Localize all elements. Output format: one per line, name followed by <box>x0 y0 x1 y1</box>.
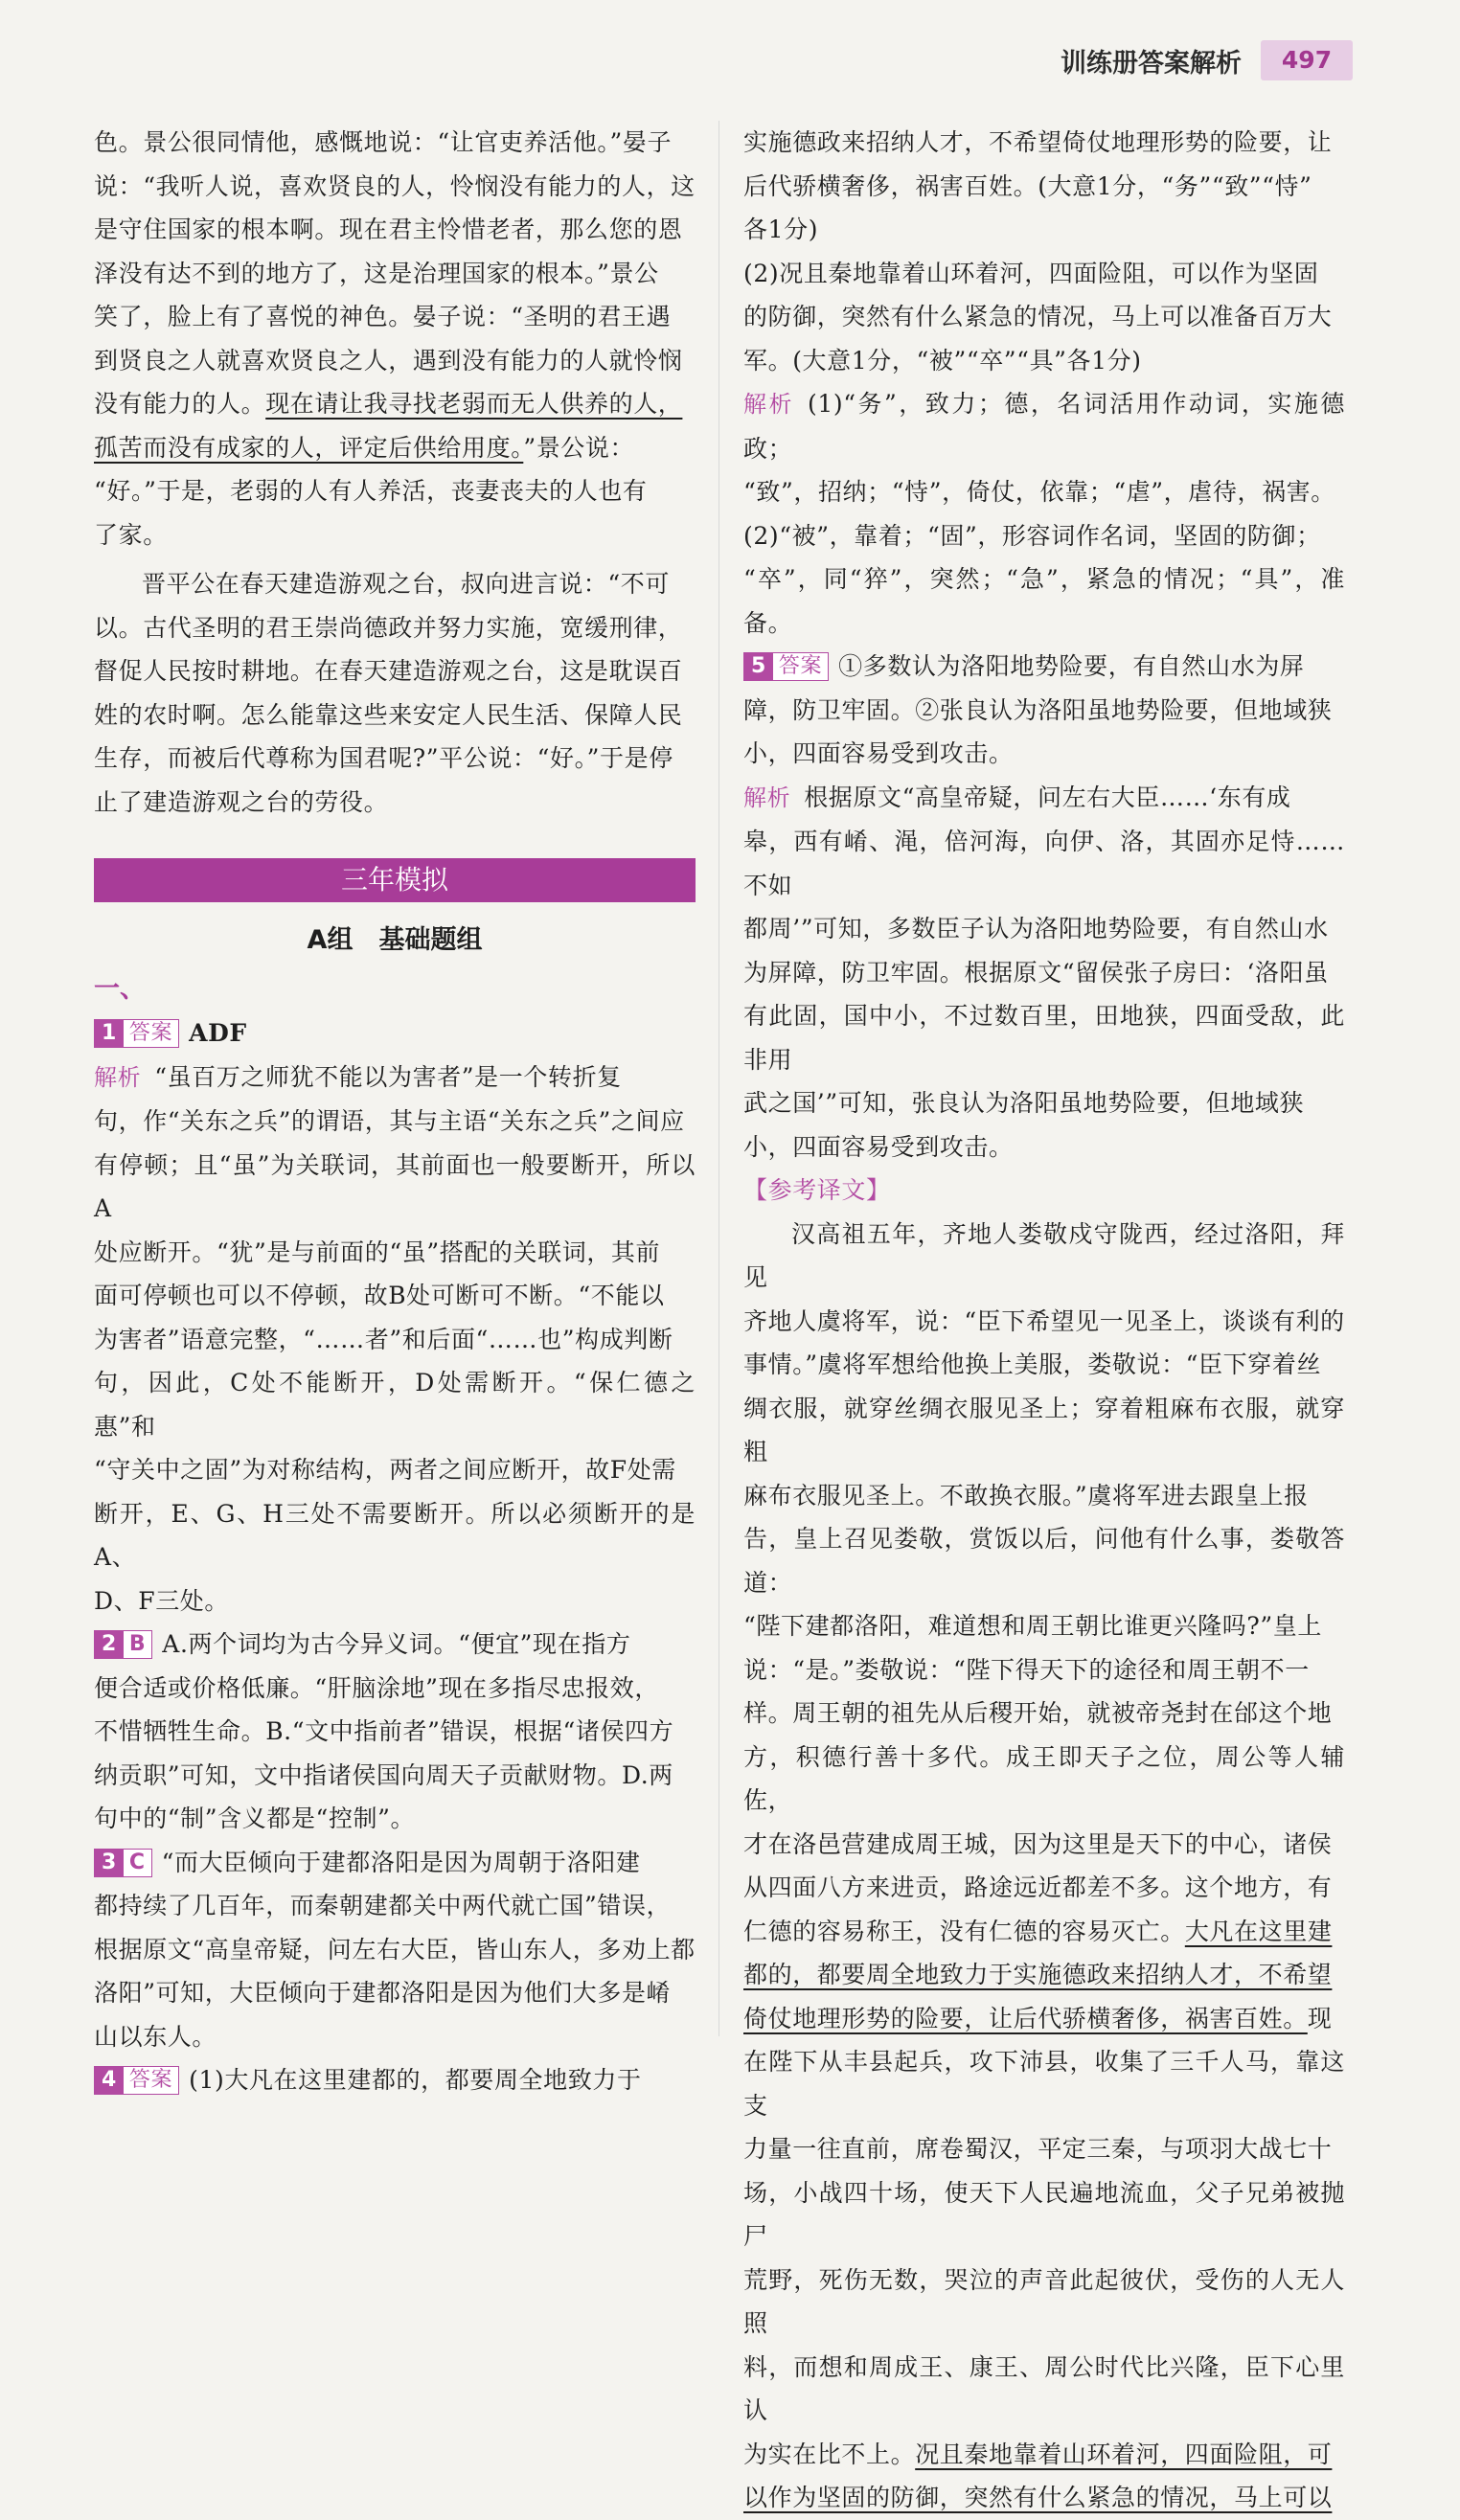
question-4 <box>94 2058 696 2102</box>
text-line: 武之国’”可知，张良认为洛阳虽地势险要，但地域狭 <box>743 1089 1305 1117</box>
text-span: ①多数认为洛阳地势险要，有自然山水为屏 <box>838 652 1305 680</box>
text-span: ”景公说： <box>523 433 635 462</box>
text-line: 料，而想和周成王、康王、周公时代比兴隆，臣下心里认 <box>743 2352 1345 2424</box>
text-line: 到贤良之人就喜欢贤良之人，遇到没有能力的人就怜悯 <box>94 346 683 375</box>
text-span: “虽百万之师犹不能以为害者”是一个转折复 <box>154 1062 622 1091</box>
question-5 <box>743 645 1345 1169</box>
text-line <box>743 776 1345 821</box>
text-line: 说：“我听人说，喜欢贤良的人，怜悯没有能力的人，这 <box>94 171 696 200</box>
answer-label: 答案 <box>124 2067 178 2094</box>
underlined-sentence: 现在请让我寻找老弱而无人供养的人， <box>265 390 683 418</box>
answer-label: 答案 <box>773 653 828 680</box>
text-line <box>94 1841 696 1885</box>
text-line: 姓的农时啊。怎么能靠这些来安定人民生活、保障人民 <box>94 700 683 729</box>
text-line: 齐地人虞将军，说：“臣下希望见一见圣上，谈谈有利的 <box>743 1306 1345 1335</box>
header-title: 训练册答案解析 <box>1061 48 1242 79</box>
question-number: 1 <box>95 1020 124 1047</box>
text-line <box>94 1056 696 1101</box>
reference-title: 【参考译文】 <box>743 1176 891 1204</box>
underlined-sentence: 大凡在这里建 <box>1184 1917 1333 1945</box>
text-line: 止了建造游观之台的劳役。 <box>94 787 389 816</box>
underlined-sentence: 以作为坚固的防御，突然有什么紧急的情况，马上可以 <box>743 2484 1333 2511</box>
text-line: 有停顿；且“虽”为关联词，其前面也一般要断开，所以A <box>94 1150 696 1222</box>
text-span: 为实在比不上。 <box>743 2440 916 2468</box>
text-line: 麻布衣服见圣上。不敢换衣服。”虞将军进去跟皇上报 <box>743 1481 1309 1510</box>
text-span: A.两个词均为古今异义词。“便宜”现在指方 <box>162 1630 631 1658</box>
text-line: 有此固，国中小，不过数百里，田地狭，四面受敌，此非用 <box>743 1002 1345 1074</box>
text-span: (1)“务”，致力；德，名词活用作动词，实施德政； <box>743 390 1345 463</box>
text-line: 都周’”可知，多数臣子认为洛阳地势险要，有自然山水 <box>743 915 1329 942</box>
text-line: 告，皇上召见娄敬，赏饭以后，问他有什么事，娄敬答道： <box>743 1525 1345 1597</box>
answer-badge <box>743 652 829 681</box>
text-line: 处应断开。“犹”是与前面的“虽”搭配的关联词，其前 <box>94 1237 661 1266</box>
text-line: 晋平公在春天建造游观之台，叔向进言说：“不可 <box>142 570 670 598</box>
section-banner: 三年模拟 <box>94 858 696 902</box>
reference-translation <box>743 1169 1345 2520</box>
text-line: 面可停顿也可以不停顿，故B处可断可不断。“不能以 <box>94 1282 665 1309</box>
question-1 <box>94 1011 696 1623</box>
text-line: 皋，西有崤、渑，倍河海，向伊、洛，其固亦足恃……不如 <box>743 828 1345 899</box>
text-line <box>743 645 1345 689</box>
text-line: “卒”，同“猝”，突然；“急”，紧急的情况；“具”，准备。 <box>743 565 1345 637</box>
text-line: (2)“被”，靠着；“固”，形容词作名词，坚固的防御； <box>743 521 1321 550</box>
answer-badge <box>94 1019 179 1048</box>
question-3 <box>94 1841 696 2059</box>
answer-value: ADF <box>189 1019 247 1047</box>
answer-letter: B <box>124 1631 151 1658</box>
text-line: 后代骄横奢侈，祸害百姓。(大意1分，“务”“致”“恃” <box>743 171 1312 200</box>
text-line: 以。古代圣明的君王崇尚德政并努力实施，宽缓刑律， <box>94 613 683 642</box>
answer-letter: C <box>124 1850 151 1876</box>
text-span: (1)大凡在这里建都的，都要周全地致力于 <box>189 2066 642 2094</box>
question-2 <box>94 1623 696 1841</box>
answer-badge <box>94 1630 152 1659</box>
text-line: 军。(大意1分，“被”“卒”“具”各1分) <box>743 346 1142 375</box>
text-line <box>743 1997 1345 2041</box>
text-line: 力量一往直前，席卷蜀汉，平定三秦，与项羽大战七十 <box>743 2135 1333 2163</box>
text-line: 汉高祖五年，齐地人娄敬戍守陇西，经过洛阳，拜见 <box>743 1219 1345 1291</box>
analysis-label: 解析 <box>743 391 795 418</box>
text-line: 句中的“制”含义都是“控制”。 <box>94 1805 416 1832</box>
question-number: 3 <box>95 1850 124 1876</box>
underlined-sentence: 孤苦而没有成家的人，评定后供给用度。 <box>94 433 524 462</box>
text-line: 为害者”语意完整，“……者”和后面“……也”构成判断 <box>94 1325 673 1353</box>
left-column <box>94 121 696 2102</box>
text-span: 没有能力的人。 <box>94 390 266 418</box>
text-line: 绸衣服，就穿丝绸衣服见圣上；穿着粗麻布衣服，就穿粗 <box>743 1394 1345 1465</box>
text-line <box>743 1910 1345 1954</box>
text-line: 小，四面容易受到攻击。 <box>743 1132 1014 1161</box>
text-line: “好。”于是，老弱的人有人养活，丧妻丧夫的人也有 <box>94 477 648 505</box>
text-span: 现 <box>1307 2004 1333 2032</box>
text-line: 断开，E、G、H三处不需要断开。所以必须断开的是A、 <box>94 1499 696 1571</box>
text-line: 督促人民按时耕地。在春天建造游观之台，这是耽误百 <box>94 657 683 685</box>
underlined-sentence: 倚仗地理形势的险要，让后代骄横奢侈，祸害百姓。 <box>743 2004 1308 2032</box>
text-line: 各1分) <box>743 216 819 243</box>
text-line: 洛阳”可知，大臣倾向于建都洛阳是因为他们大多是崤 <box>94 1979 672 2007</box>
text-line <box>94 382 696 426</box>
analysis-label: 解析 <box>94 1063 142 1091</box>
text-line: 为屏障，防卫牢固。根据原文“留侯张子房曰：‘洛阳虽 <box>743 958 1329 987</box>
text-line: 笑了，脸上有了喜悦的神色。晏子说：“圣明的君王遇 <box>94 303 672 330</box>
part-number: 一、 <box>94 974 146 1004</box>
text-span: 根据原文“高皇帝疑，问左右大臣……‘东有成 <box>804 783 1291 811</box>
text-line: “致”，招纳；“恃”，倚仗，依靠；“虐”，虐待，祸害。 <box>743 478 1335 506</box>
answer-badge <box>94 2066 179 2095</box>
text-line: 说：“是。”娄敬说：“陛下得天下的途径和周王朝不一 <box>743 1655 1310 1684</box>
text-line: 事情。”虞将军想给他换上美服，娄敬说：“臣下穿着丝 <box>743 1351 1322 1378</box>
right-column <box>743 121 1345 2520</box>
translation-continued <box>94 121 696 824</box>
text-line: 都持续了几百年，而秦朝建都关中两代就亡国”错误， <box>94 1892 672 1919</box>
text-line: 小，四面容易受到攻击。 <box>743 739 1014 767</box>
page-header <box>1061 38 1353 82</box>
text-line: D、F三处。 <box>94 1586 229 1615</box>
text-line <box>94 426 696 470</box>
text-line: 生存，而被后代尊称为国君呢?”平公说：“好。”于是停 <box>94 744 673 772</box>
text-line: 方，积德行善十多代。成王即天子之位，周公等人辅佐， <box>743 1742 1345 1814</box>
answer-badge <box>94 1849 152 1877</box>
underlined-sentence: 都的，都要周全地致力于实施德政来招纳人才，不希望 <box>743 1961 1333 1988</box>
analysis-label: 解析 <box>743 783 791 811</box>
text-line: 山以东人。 <box>94 2022 217 2051</box>
text-line: 才在洛邑营建成周王城，因为这里是天下的中心，诸侯 <box>743 1829 1333 1858</box>
text-line: 实施德政来招纳人才，不希望倚仗地理形势的险要，让 <box>743 128 1333 156</box>
page-number: 497 <box>1261 40 1353 80</box>
text-line: “守关中之固”为对称结构，两者之间应断开，故F处需 <box>94 1456 676 1484</box>
text-line: (2)况且秦地靠着山环着河，四面险阻，可以作为坚固 <box>743 259 1319 287</box>
text-line: 纳贡职”可知，文中指诸侯国向周天子贡献财物。D.两 <box>94 1760 673 1789</box>
text-line: 是守住国家的根本啊。现在君主怜惜老者，那么您的恩 <box>94 216 683 243</box>
text-line: 句，作“关东之兵”的谓语，其与主语“关东之兵”之间应 <box>94 1107 685 1135</box>
group-title: A组 基础题组 <box>307 925 483 955</box>
text-line <box>743 382 1345 470</box>
answer-label: 答案 <box>124 1020 178 1047</box>
text-line: 从四面八方来进贡，路途远近都差不多。这个地方，有 <box>743 1873 1333 1901</box>
question-number: 2 <box>95 1631 124 1658</box>
question-number: 4 <box>95 2067 124 2094</box>
text-line <box>94 1623 696 1667</box>
question-4-continued <box>743 121 1345 645</box>
question-number: 5 <box>744 653 773 680</box>
text-line: 在陛下从丰县起兵，攻下沛县，收集了三千人马，靠这支 <box>743 2048 1345 2120</box>
text-line: 根据原文“高皇帝疑，问左右大臣，皆山东人，多劝上都 <box>94 1935 696 1964</box>
text-line <box>94 2058 696 2102</box>
text-line: 障，防卫牢固。②张良认为洛阳虽地势险要，但地域狭 <box>743 695 1333 724</box>
text-line: “陛下建都洛阳，难道想和周王朝比谁更兴隆吗?”皇上 <box>743 1612 1322 1640</box>
text-span: 仁德的容易称王，没有仁德的容易灭亡。 <box>743 1917 1185 1945</box>
text-line: 了家。 <box>94 520 168 549</box>
text-line: 样。周王朝的祖先从后稷开始，就被帝尧封在邰这个地 <box>743 1699 1333 1727</box>
text-line: 句，因此，C处不能断开，D处需断开。“保仁德之惠”和 <box>94 1369 696 1441</box>
text-line: 场，小战四十场，使天下人民遍地流血，父子兄弟被抛尸 <box>743 2178 1345 2250</box>
text-span: “而大臣倾向于建都洛阳是因为周朝于洛阳建 <box>161 1848 641 1876</box>
text-line: 便合适或价格低廉。“肝脑涂地”现在多指尽忠报效， <box>94 1673 659 1702</box>
text-line <box>743 2433 1345 2477</box>
text-line: 不惜牺牲生命。B.“文中指前者”错误，根据“诸侯四方 <box>94 1717 674 1745</box>
text-line: 荒野，死伤无数，哭泣的声音此起彼伏，受伤的人无人照 <box>743 2265 1345 2337</box>
text-line: 色。景公很同情他，感慨地说：“让官吏养活他。”晏子 <box>94 128 673 156</box>
underlined-sentence: 况且秦地靠着山环着河，四面险阻，可 <box>915 2440 1333 2468</box>
text-line <box>743 1953 1345 1997</box>
text-line: 泽没有达不到的地方了，这是治理国家的根本。”景公 <box>94 259 659 287</box>
text-line: 的防御，突然有什么紧急的情况，马上可以准备百万大 <box>743 303 1333 330</box>
text-line <box>743 2476 1345 2520</box>
answer-line <box>94 1011 696 1056</box>
